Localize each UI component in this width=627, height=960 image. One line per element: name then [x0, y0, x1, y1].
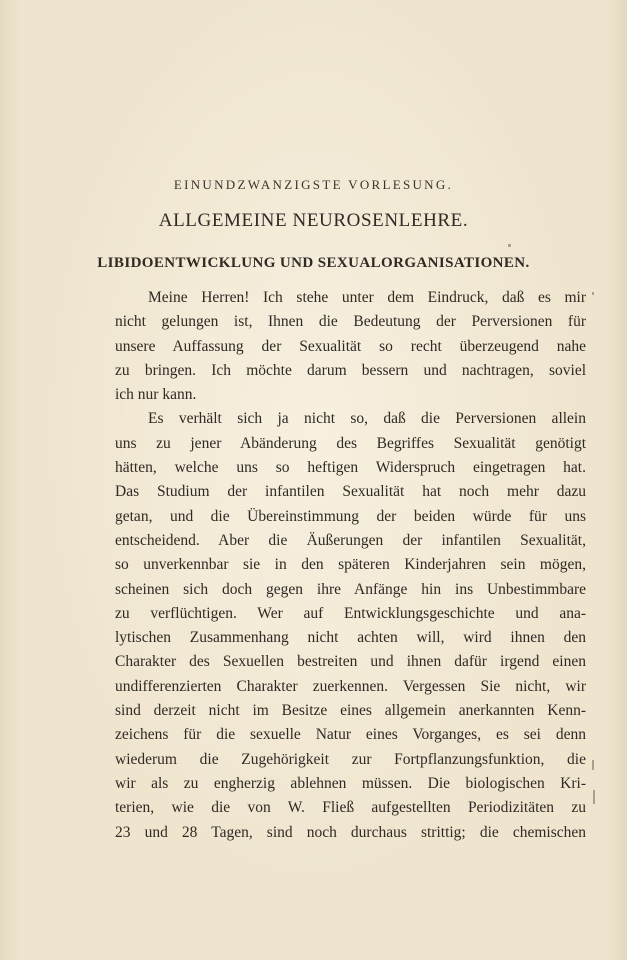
margin-speck — [508, 244, 511, 247]
text-line: ich nur kann. — [115, 386, 197, 404]
text-line: zu bringen. Ich möchte darum bessern und nachtragen, soviel — [115, 361, 586, 379]
text-line: entscheidend. Aber die Äußerungen der infantilen Sexualität, — [115, 531, 586, 549]
text-line: 23 und 28 Tagen, sind noch durchaus strittig; die chemischen — [115, 823, 586, 841]
text-line: zu verflüchtigen. Wer auf Entwicklungsgeschichte und ana- — [115, 604, 586, 622]
text-line: wiederum die Zugehörigkeit zur Fortpflanzungsfunktion, die — [115, 750, 586, 768]
text-line: Charakter des Sexuellen bestreiten und ihnen dafür irgend einen — [115, 653, 586, 671]
margin-pencil-mark — [592, 760, 594, 770]
text-line: Es verhält sich ja nicht so, daß die Perversionen allein — [148, 410, 586, 428]
text-line: so unverkennbar sie in den späteren Kinderjahren sein mögen, — [115, 556, 586, 574]
text-line: wir als zu engherzig ablehnen müssen. Die biologischen Kri- — [115, 774, 586, 792]
text-line: sind derzeit nicht im Besitze eines allgemein anerkannten Kenn- — [115, 702, 586, 720]
chapter-subtitle: LIBIDOENTWICKLUNG UND SEXUALORGANISATIONEN. — [97, 255, 530, 271]
text-line: Das Studium der infantilen Sexualität hat noch mehr dazu — [115, 483, 586, 501]
text-line: scheinen sich doch gegen ihre Anfänge hin ins Unbestimmbare — [115, 580, 586, 598]
text-line: uns zu jener Abänderung des Begriffes Sexualität genötigt — [115, 434, 586, 452]
margin-pencil-mark — [593, 790, 595, 804]
text-line: Meine Herren! Ich stehe unter dem Eindruck, daß es mir — [148, 289, 586, 306]
text-line: unsere Auffassung der Sexualität so recht überzeugend nahe — [115, 337, 586, 355]
body-text — [115, 286, 586, 845]
text-line: getan, und die Übereinstimmung der beiden würde für uns — [115, 507, 586, 525]
lecture-heading: EINUNDZWANZIGSTE VORLESUNG. — [173, 177, 454, 192]
text-line: nicht gelungen ist, Ihnen die Bedeutung der Perversionen für — [115, 313, 586, 331]
text-line: lytischen Zusammenhang nicht achten will, wird ihnen den — [115, 629, 586, 647]
text-line: zeichens für die sexuelle Natur eines Vorganges, es sei denn — [115, 726, 586, 744]
text-line: undifferenzierten Charakter zuerkennen. Vergessen Sie nicht, wir — [115, 677, 586, 695]
margin-speck — [592, 292, 594, 295]
text-line: hätten, welche uns so heftigen Widerspruch eingetragen hat. — [115, 459, 586, 477]
chapter-title: ALLGEMEINE NEUROSENLEHRE. — [158, 210, 469, 231]
text-line: terien, wie die von W. Fließ aufgestellten Periodizitäten zu — [115, 799, 586, 817]
